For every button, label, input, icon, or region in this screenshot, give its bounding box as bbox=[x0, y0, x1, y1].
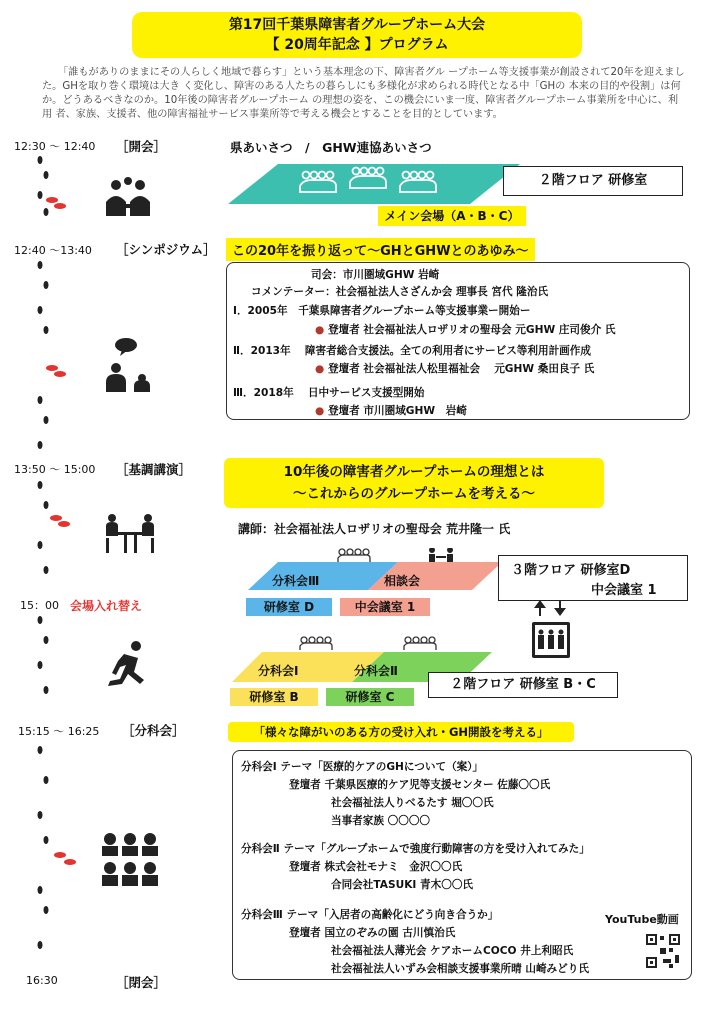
footprints-trail bbox=[30, 150, 80, 970]
elevator-icon bbox=[530, 600, 572, 660]
breakout-line-2: 社会福祉法人りべるたす 堀〇〇氏 bbox=[331, 797, 494, 809]
footprint-icon: ● bbox=[315, 324, 328, 336]
group-icon bbox=[100, 832, 160, 888]
symposium-line-4: Ⅱ．2013年 障害者総合支援法。全ての利用者にサービス等利用計画作成 bbox=[233, 345, 591, 357]
breakout-heading: 「様々な障がいのある方の受け入れ・GH開設を考える」 bbox=[228, 722, 574, 742]
symposium-line-2: Ⅰ．2005年 千葉県障害者グループホーム等支援事業ー開始ー bbox=[233, 305, 531, 317]
symposium-label: ［シンポジウム］ bbox=[116, 242, 216, 257]
footprint-icon: ● bbox=[315, 405, 328, 417]
room-b-label: 研修室 B bbox=[230, 688, 318, 706]
symposium-line-3: ● 登壇者 社会福祉法人ロザリオの聖母会 元GHW 庄司俊介 氏 bbox=[315, 324, 616, 336]
breakout-line-5: 登壇者 株式会社モナミ 金沢〇〇氏 bbox=[289, 861, 463, 873]
keynote-heading bbox=[224, 458, 604, 508]
breakout-label: ［分科会］ bbox=[122, 723, 185, 738]
youtube-label: YouTube動画 bbox=[605, 913, 679, 926]
floor2-box: ２階フロア 研修室 B・C bbox=[428, 672, 618, 698]
breakout-line-6: 合同会社TASUKI 青木〇〇氏 bbox=[331, 879, 474, 891]
keynote-label: ［基調講演］ bbox=[116, 462, 192, 477]
main-hall-label: メイン会場（A・B・C） bbox=[378, 206, 526, 226]
floor3-line-1: ３階フロア 研修室D bbox=[511, 563, 631, 578]
keynote-heading-2: 〜これからのグループホームを考える〜 bbox=[293, 486, 535, 502]
symposium-heading: この20年を振り返って〜GHとGHWとのあゆみ〜 bbox=[226, 238, 535, 261]
floor3-box bbox=[498, 555, 688, 601]
symposium-line-7: ● 登壇者 市川圏域GHW 岩崎 bbox=[315, 405, 467, 417]
title-line-2: 【 20周年記念 】プログラム bbox=[265, 37, 449, 53]
page-title bbox=[132, 12, 582, 58]
opening-floor-room: ２階フロア 研修室 bbox=[503, 166, 683, 196]
breakout-time: 15:15 〜 16:25 bbox=[18, 725, 100, 738]
closing-label: ［閉会］ bbox=[116, 975, 167, 990]
symposium-line-1: コメンテーター：社会福祉法人さざんか会 理事長 宮代 隆治氏 bbox=[251, 286, 549, 298]
closing-time: 16:30 bbox=[26, 974, 58, 987]
breakout-line-3: 当事者家族 〇〇〇〇 bbox=[331, 815, 431, 827]
bunka1-label: 分科会Ⅰ bbox=[258, 664, 299, 678]
chu-kaigi-label: 中会議室 1 bbox=[340, 598, 430, 616]
room-d-label: 研修室 D bbox=[246, 598, 332, 616]
breakout-line-9: 社会福祉法人薄光会 ケアホームCOCO 井上利昭氏 bbox=[331, 945, 574, 957]
symposium-box bbox=[226, 262, 690, 420]
intro-text: 「誰もがありのままにその人らしく地域で暮らす」という基本理念の下、障害者グル ープホーム等支援事業が創設されて20年を迎えました。GHを取り巻く環境は大き く変化し、障害のある人たちの暮らしにも多様化が求められる時代となる中「GHの 本来の目的や役割」は何か。どうあるべきなのか。10年後の障害者グループホーム の理想の姿を、この機会にいま一度、障害者グループホーム事業所を中心に、利用 者、家族、支援者、他の障害福祉サービス事業所等で考える機会とすることを目的としています。 bbox=[42, 67, 685, 120]
title-line-1: 第17回千葉県障害者グループホーム大会 bbox=[228, 17, 486, 33]
opening-time: 12:30 〜 12:40 bbox=[14, 140, 96, 153]
consultation-icon bbox=[104, 512, 156, 554]
breakout-line-1: 登壇者 千葉県医療的ケア児等支援センター 佐藤〇〇氏 bbox=[289, 779, 551, 791]
symposium-line-6: Ⅲ．2018年 日中サービス支援型開始 bbox=[233, 387, 425, 399]
meeting-icon bbox=[104, 176, 152, 220]
breakout-box bbox=[232, 750, 692, 980]
floor3-line-2: 中会議室 1 bbox=[591, 583, 657, 598]
qr-code-icon[interactable] bbox=[645, 933, 681, 969]
opening-greeting: 県あいさつ / GHW連協あいさつ bbox=[230, 140, 432, 155]
running-icon bbox=[102, 640, 154, 692]
breakout-line-4: 分科会Ⅱ テーマ「グループホームで強度行動障害の方を受け入れてみた」 bbox=[241, 843, 590, 855]
breakout-line-7: 分科会Ⅲ テーマ「入居者の高齢化にどう向き合うか」 bbox=[241, 909, 499, 921]
change-label: 会場入れ替え bbox=[70, 599, 143, 613]
keynote-speaker: 講師：社会福祉法人ロザリオの聖母会 荒井隆一 氏 bbox=[238, 522, 511, 536]
discussion-icon bbox=[104, 338, 154, 394]
change-time: 15：00 bbox=[20, 599, 59, 612]
keynote-time: 13:50 〜 15:00 bbox=[14, 463, 96, 476]
breakout-line-8: 登壇者 国立のぞみの園 古川慎治氏 bbox=[289, 927, 456, 939]
footprint-icon: ● bbox=[315, 363, 328, 375]
symposium-line-5: ● 登壇者 社会福祉法人松里福祉会 元GHW 桑田良子 氏 bbox=[315, 363, 595, 375]
opening-label: ［開会］ bbox=[116, 139, 167, 154]
soudan-label: 相談会 bbox=[384, 574, 421, 588]
symposium-line-0: 司会：市川圏域GHW 岩崎 bbox=[311, 269, 440, 281]
room-c-label: 研修室 C bbox=[326, 688, 414, 706]
main-hall-floor bbox=[228, 164, 520, 204]
breakout-line-10: 社会福祉法人いずみ会相談支援事業所晴 山崎みどり氏 bbox=[331, 963, 589, 975]
keynote-heading-1: 10年後の障害者グループホームの理想とは bbox=[283, 464, 545, 480]
symposium-time: 12:40 〜13:40 bbox=[14, 244, 92, 257]
breakout-line-0: 分科会Ⅰ テーマ「医療的ケアのGHについて（案）」 bbox=[241, 761, 484, 773]
bunka3-label: 分科会Ⅲ bbox=[272, 574, 320, 588]
bunka2-label: 分科会Ⅱ bbox=[354, 664, 398, 678]
